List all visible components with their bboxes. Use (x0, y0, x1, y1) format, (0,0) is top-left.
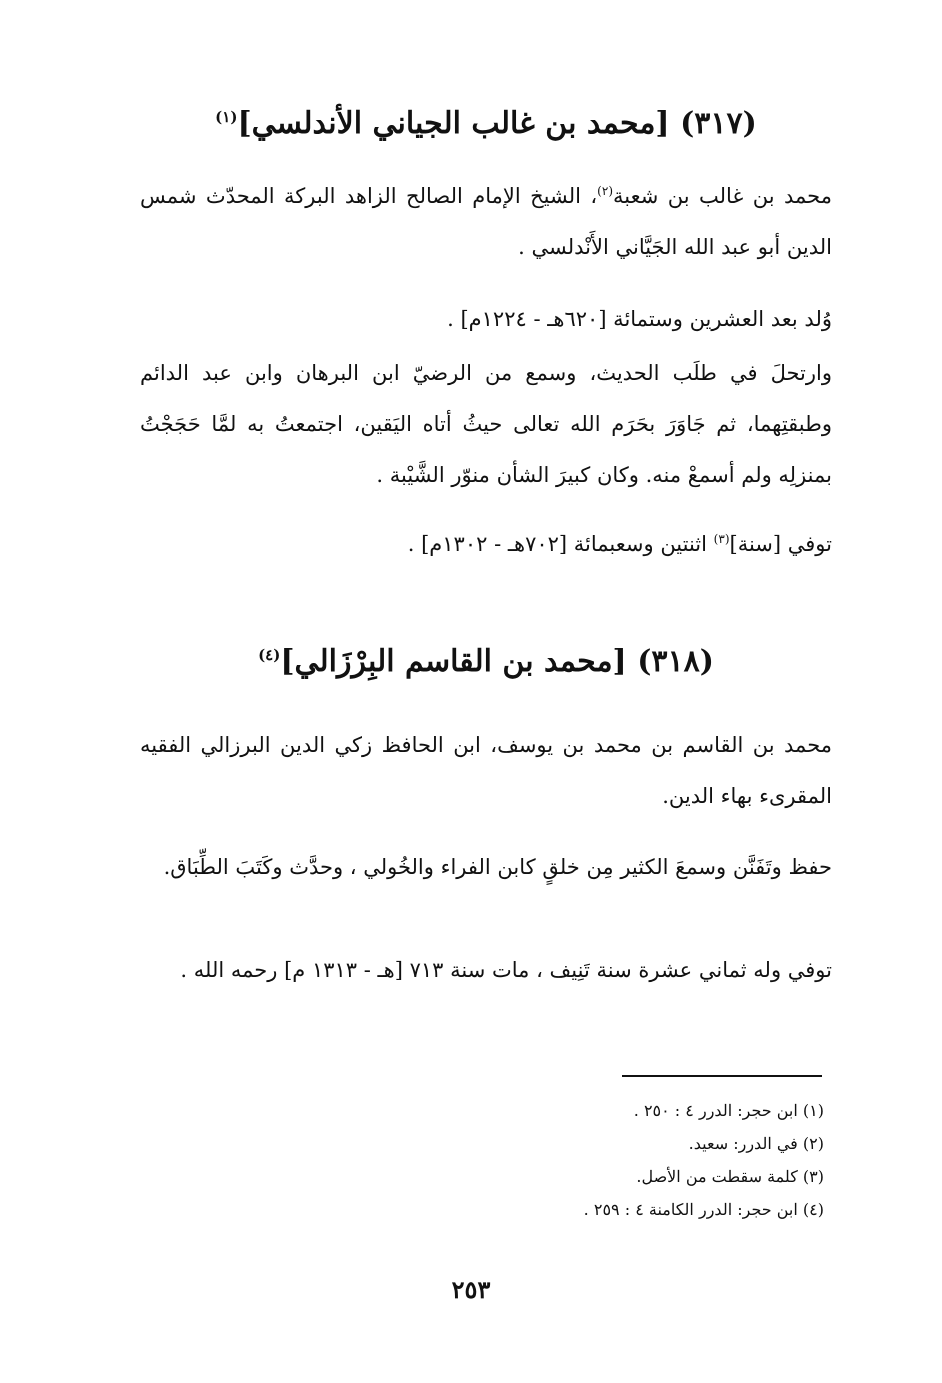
entry-title: [محمد بن غالب الجياني الأندلسي] (237, 106, 670, 141)
paragraph-death (140, 519, 832, 570)
footnote-item: (٤) ابن حجر: الدرر الكامنة ٤ : ٢٥٩ . (583, 1200, 824, 1219)
footnote-marker: (١) (215, 108, 238, 126)
entry-number: (٣١٧) (680, 106, 757, 141)
footnote-marker: (٢) (597, 184, 613, 198)
footnotes-list (420, 1094, 824, 1226)
paragraph-text: ، الشيخ الإمام الصالح الزاهد البركة المحدّث شمس الدين أبو عبد الله الجَيَّاني الأَنْدلسي . (140, 184, 832, 259)
page-number: ٢٥٣ (451, 1275, 491, 1304)
entry-number: (٣١٨) (637, 644, 714, 679)
paragraph-text: توفي [سنة] (729, 532, 832, 556)
paragraph-biography: محمد بن القاسم بن محمد بن يوسف، ابن الحافظ زكي الدين البرزالي الفقيه المقرىء بهاء الدين. (140, 733, 832, 808)
paragraph-text: اثنتين وسعبمائة [٧٠٢هـ - ١٣٠٢م] . (407, 532, 714, 556)
paragraph-text: محمد بن غالب بن شعبة (613, 184, 832, 208)
paragraph-biography (140, 171, 832, 273)
footnote-item: (٢) في الدرر: سعيد. (688, 1134, 824, 1153)
footnote-marker: (٤) (258, 646, 281, 664)
entry-heading-317 (140, 104, 832, 144)
paragraph-travels: وارتحلَ في طلَب الحديث، وسمع من الرضيّ ابن البرهان وابن عبد الدائم وطبقتِهما، ثم جَاوَرَ بحَرَم الله تعالى حيثُ أتاه اليَقين، اجتمعتُ به لمَّا حَجَجْتُ بمنزلِه ولم أسمعْ منه. وكان كبيرَ الشأن منوّر الشَّيْبة . (140, 361, 832, 487)
entry-title: [محمد بن القاسم البِرْزَالي] (280, 644, 627, 679)
footnote-marker: (٣) (713, 532, 730, 546)
footnote-item: (١) ابن حجر: الدرر ٤ : ٢٥٠ . (633, 1101, 824, 1120)
paragraph-death: توفي وله ثماني عشرة سنة تَنِيف ، مات سنة ٧١٣ [هـ - ١٣١٣ م] رحمه الله . (180, 958, 832, 982)
entry-heading-318 (140, 642, 832, 682)
paragraph-studies: حفظ وتَفَنَّن وسمعَ الكثير مِن خلقٍ كابن الفراء والخُولي ، وحدَّث وكَتَبَ الطِّبَاق. (163, 855, 832, 879)
footnote-divider (622, 1075, 822, 1077)
footnote-item: (٣) كلمة سقطت من الأصل. (636, 1167, 824, 1186)
paragraph-birth: وُلد بعد العشرين وستمائة [٦٢٠هـ - ١٢٢٤م] . (447, 307, 832, 331)
